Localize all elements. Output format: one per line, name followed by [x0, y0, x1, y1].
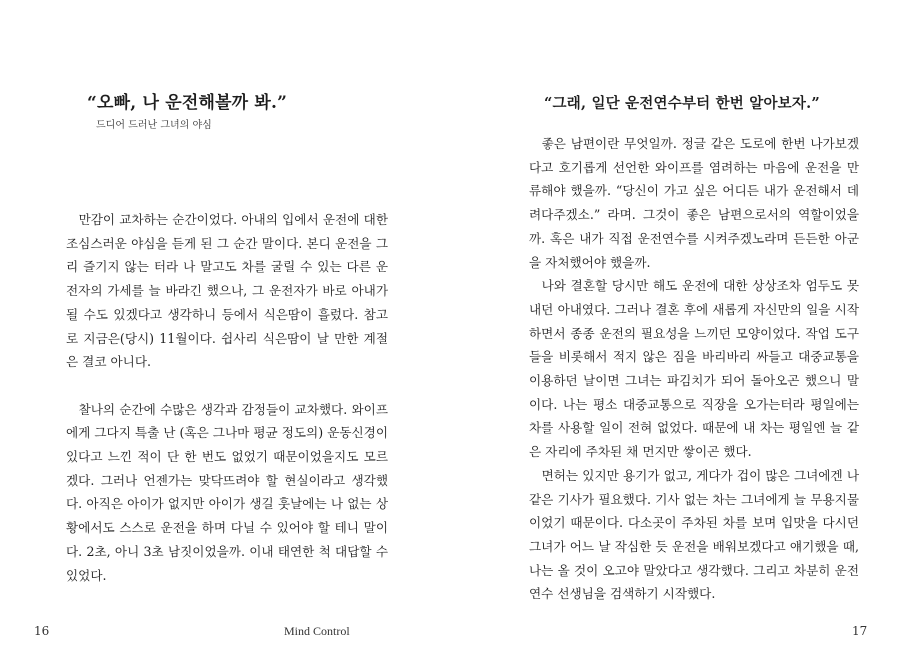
chapter-title: “오빠, 나 운전해볼까 봐.”: [87, 93, 288, 113]
page-number-left: 16: [34, 624, 50, 638]
paragraph: 면허는 있지만 용기가 없고, 게다가 겁이 많은 그녀에겐 나 같은 기사가 필요했다. 기사 없는 차는 그녀에게 늘 무용지물이었기 때문이다. 다소곳이 주차된 차를 보며 입맛을 다시던 그녀가 어느 날 작심한 듯 운전을 배워보겠다고 얘기했을 때, 나는 올 것이 오고야 말았다고 생각했다. 그리고 차분히 운전 연수 선생님을 검색하기 시작했다.: [529, 467, 859, 602]
paragraph: 만감이 교차하는 순간이었다. 아내의 입에서 운전에 대한 조심스러운 야심을 듣게 된 그 순간 말이다. 본디 운전을 그리 즐기지 않는 터라 나 말고도 차를 굴릴 수 있는 다른 운전자의 가세를 늘 바라긴 했으나, 그 운전자가 바로 아내가 될 수도 있겠다고 생각하니 등에서 식은땀이 흘렀다. 참고로 지금은(당시) 11월이다. 쉽사리 식은땀이 날 만한 계절은 결코 아니다.: [66, 212, 388, 370]
running-title: Mind Control: [284, 624, 350, 638]
paragraph: 찰나의 순간에 수많은 생각과 감정들이 교차했다. 와이프에게 그다지 특출 난 (혹은 그나마 평균 정도의) 운동신경이 있다고 느낀 적이 단 한 번도 없었기 때문이었을지도 모르겠다. 그러나 언젠가는 맞닥뜨려야 할 현실이라고 생각했다. 아직은 아이가 없지만 아이가 생길 훗날에는 나 없는 상황에서도 스스로 운전을 하며 다닐 수 있어야 할 테니 말이다. 2초, 아니 3초 남짓이었을까. 이내 태연한 척 대답할 수 있었다.: [66, 401, 388, 583]
right-page: [450, 0, 900, 668]
paragraph: 좋은 남편이란 무엇일까. 정글 같은 도로에 한번 나가보겠다고 호기롭게 선언한 와이프를 염려하는 마음에 운전을 만류해야 했을까. “당신이 가고 싶은 어디든 내가 운전해서 데려다주겠소.” 라며. 그것이 좋은 남편으로서의 역할이었을까. 혹은 내가 직접 운전연수를 시켜주겠노라며 든든한 아군을 자처했어야 했을까.: [529, 136, 859, 270]
section-heading: “그래, 일단 운전연수부터 한번 알아보자.”: [544, 95, 820, 112]
page-number-right: 17: [852, 624, 868, 638]
chapter-subtitle: 드디어 드러난 그녀의 야심: [96, 120, 212, 131]
body-text-left: [66, 208, 388, 587]
paragraph: 나와 결혼할 당시만 해도 운전에 대한 상상조차 엄두도 못 내던 아내였다. 그러나 결혼 후에 새롭게 자신만의 일을 시작하면서 종종 운전의 필요성을 느끼던 모양이었다. 작업 도구들을 비롯해서 적지 않은 짐을 바리바리 싸들고 대중교통을 이용하던 날이면 그녀는 파김치가 되어 돌아오곤 했으니 말이다. 나는 평소 대중교통으로 직장을 오가는터라 평일에는 차를 사용할 일이 전혀 없었다. 때문에 내 차는 평일엔 늘 같은 자리에 주차된 채 먼지만 쌓이곤 했다.: [529, 278, 859, 460]
body-text-right: [529, 132, 859, 606]
